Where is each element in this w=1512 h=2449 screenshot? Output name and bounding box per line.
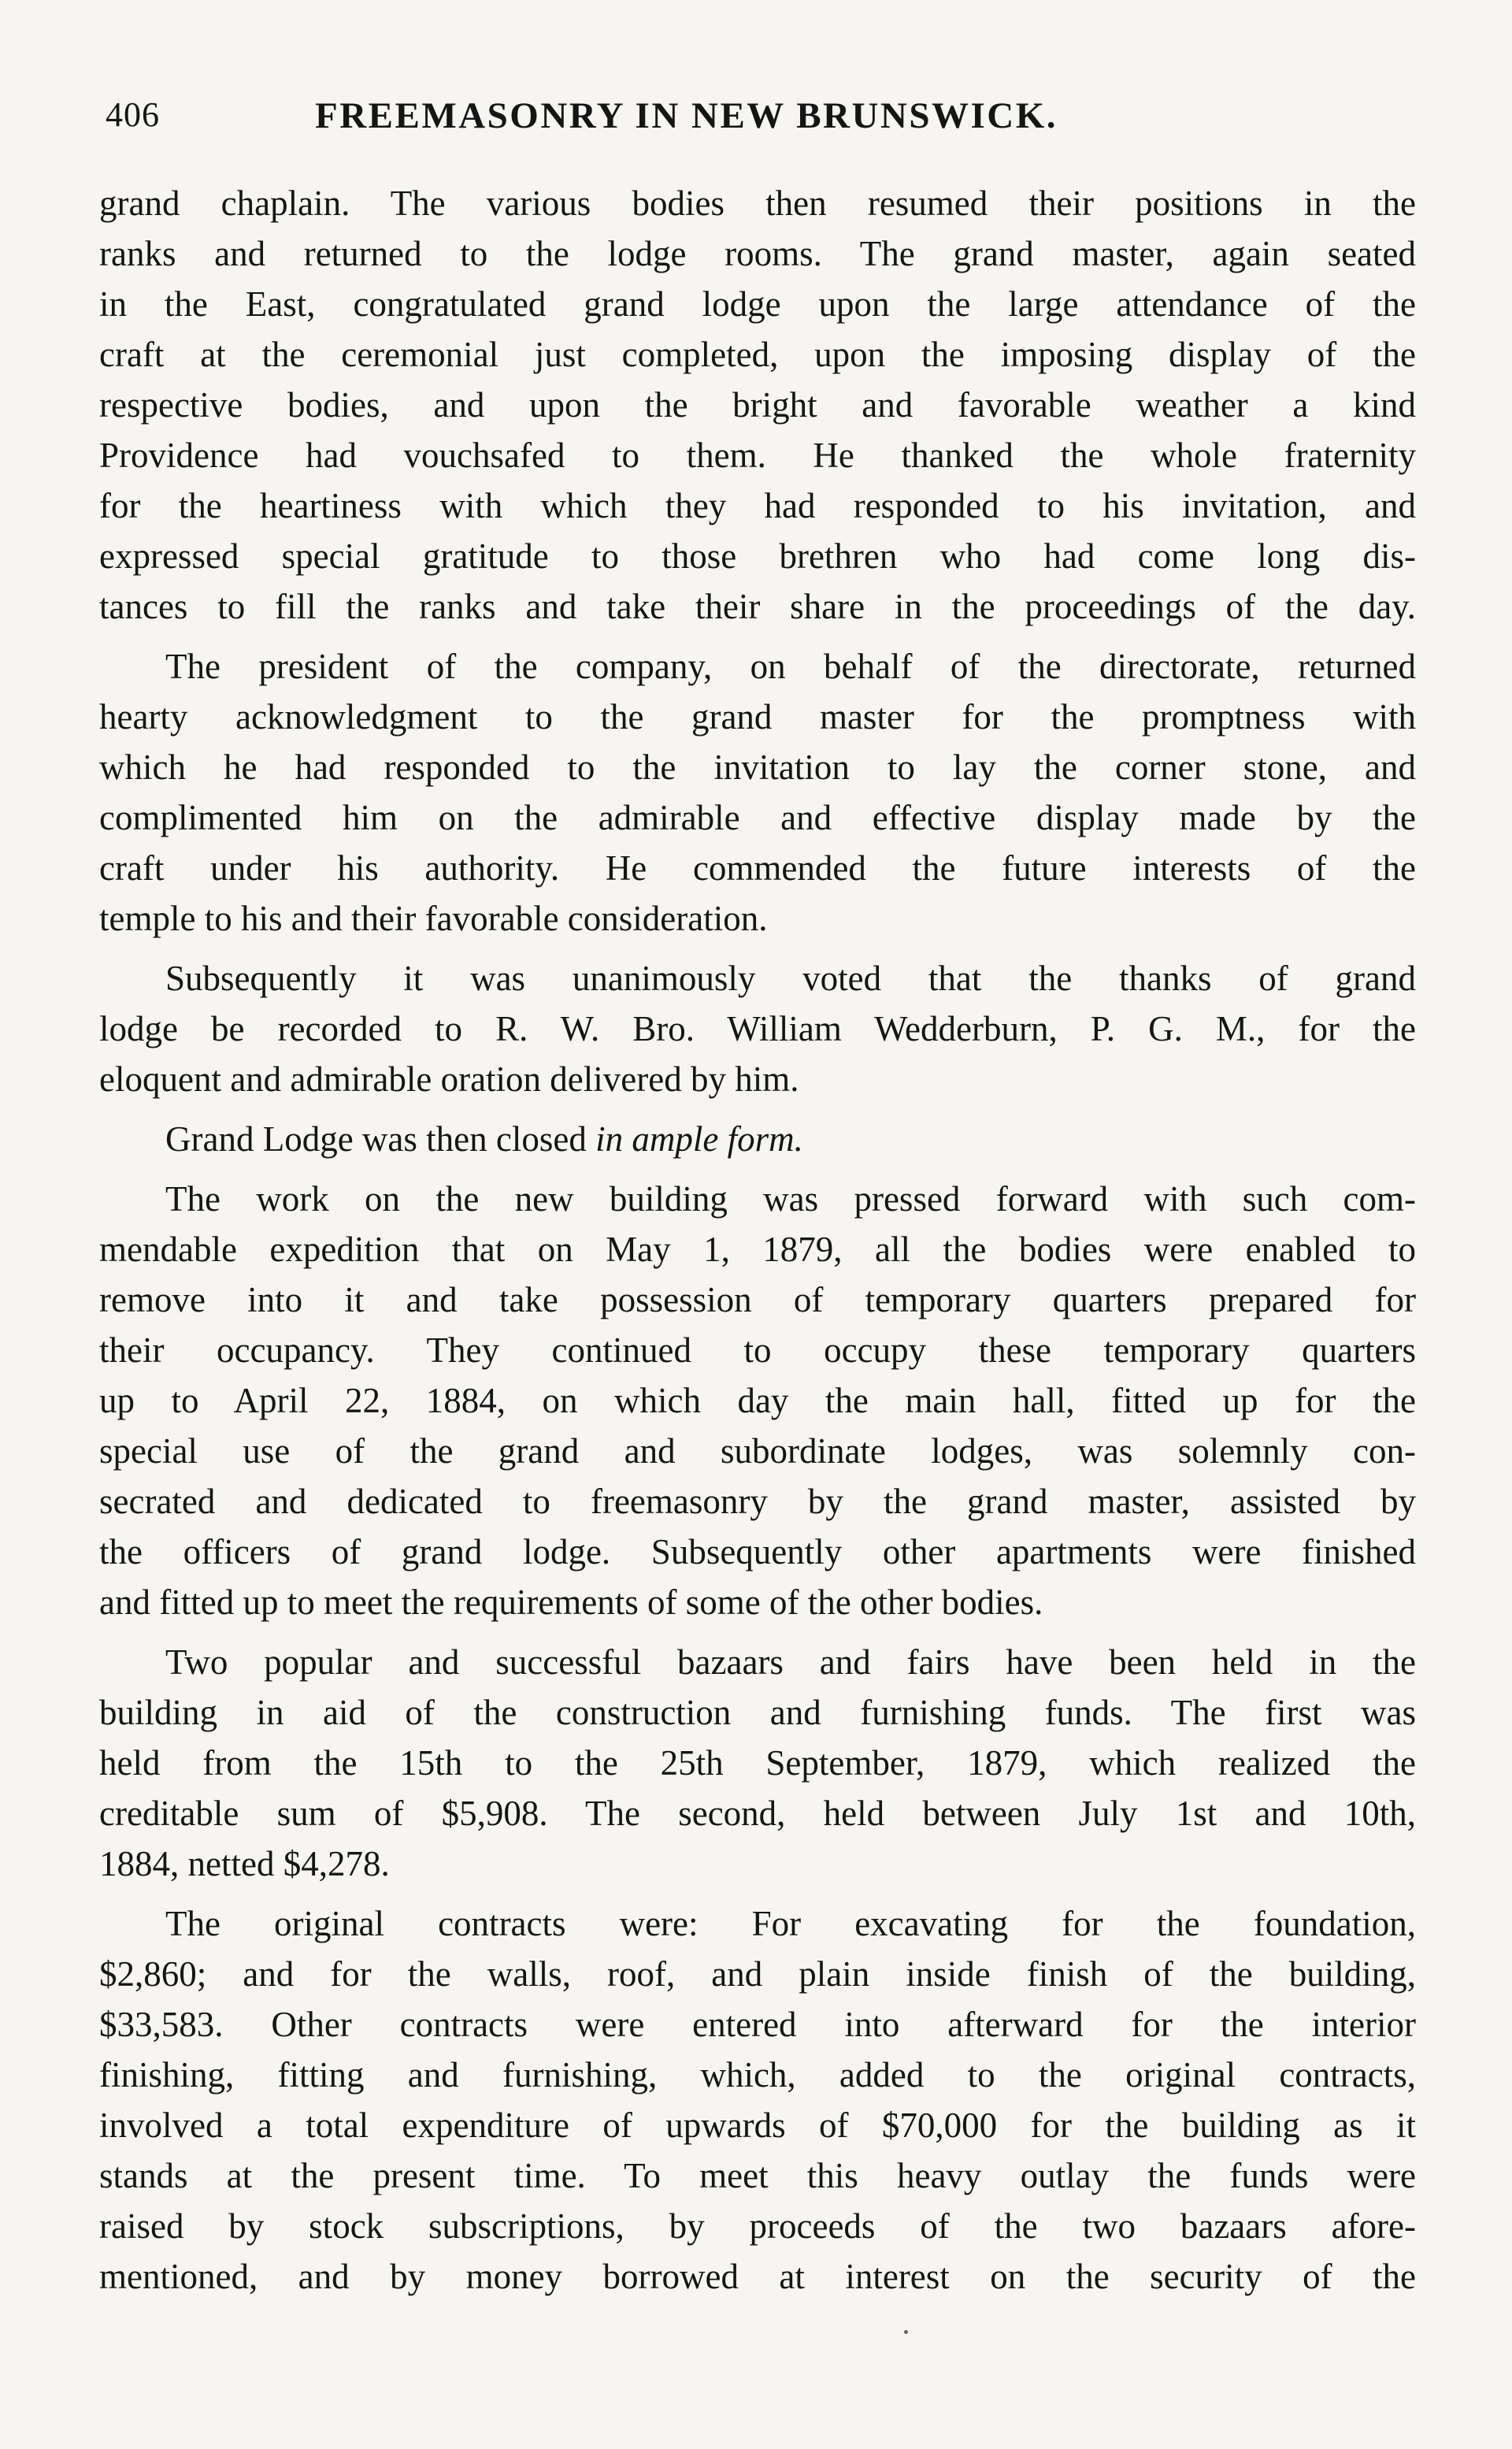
text-line: eloquent and admirable oration delivered by him. xyxy=(99,1059,799,1099)
paragraph xyxy=(99,1114,1416,1164)
text-line: $33,583. Other contracts were entered into afterward for the interior xyxy=(99,2005,1416,2044)
text-line: craft at the ceremonial just completed, upon the imposing display of the xyxy=(99,335,1416,374)
text-line: their occupancy. They continued to occupy these temporary quarters xyxy=(99,1330,1416,1370)
text-line: 1884, netted $4,278. xyxy=(99,1844,390,1883)
paragraph xyxy=(99,1637,1416,1889)
text-line: tances to fill the ranks and take their share in the proceedings of the day. xyxy=(99,587,1416,626)
paper-speck xyxy=(904,2330,908,2334)
text-line: Providence had vouchsafed to them. He thanked the whole fraternity xyxy=(99,436,1416,475)
text-line xyxy=(99,1114,1416,1164)
paragraph xyxy=(99,1174,1416,1627)
text-line: the officers of grand lodge. Subsequently other apartments were finished xyxy=(99,1532,1416,1571)
text-line: involved a total expenditure of upwards of $70,000 for the building as it xyxy=(99,2106,1416,2145)
text-line: $2,860; and for the walls, roof, and plain inside finish of the building, xyxy=(99,1954,1416,1994)
text-line: finishing, fitting and furnishing, which, added to the original contracts, xyxy=(99,2055,1416,2095)
text-line: raised by stock subscriptions, by proceeds of the two bazaars afore- xyxy=(99,2206,1416,2246)
text-line: The original contracts were: For excavating for the foundation, xyxy=(165,1904,1416,1943)
text-line: remove into it and take possession of temporary quarters prepared for xyxy=(99,1280,1416,1319)
text-line: stands at the present time. To meet this heavy outlay the funds were xyxy=(99,2156,1416,2195)
text-line: which he had responded to the invitation to lay the corner stone, and xyxy=(99,748,1416,787)
text-line: expressed special gratitude to those brethren who had come long dis- xyxy=(99,536,1416,576)
paragraph xyxy=(99,178,1416,632)
text-line: grand chaplain. The various bodies then resumed their positions in the xyxy=(99,184,1416,223)
text-line: complimented him on the admirable and effective display made by the xyxy=(99,798,1416,837)
paragraph xyxy=(99,953,1416,1104)
text-line: temple to his and their favorable consideration. xyxy=(99,899,768,938)
text-line: creditable sum of $5,908. The second, held between July 1st and 10th, xyxy=(99,1794,1416,1833)
running-title: FREEMASONRY IN NEW BRUNSWICK. xyxy=(315,95,1058,136)
text-line: respective bodies, and upon the bright and favorable weather a kind xyxy=(99,385,1416,425)
text-line: mendable expedition that on May 1, 1879, all the bodies were enabled to xyxy=(99,1230,1416,1269)
text-line: hearty acknowledgment to the grand master for the promptness with xyxy=(99,697,1416,737)
text-line: for the heartiness with which they had responded to his invitation, and xyxy=(99,486,1416,525)
text-line: Subsequently it was unanimously voted that the thanks of grand xyxy=(165,959,1416,998)
text-line: craft under his authority. He commended the future interests of the xyxy=(99,848,1416,888)
text-line: held from the 15th to the 25th September, 1879, which realized the xyxy=(99,1743,1416,1783)
page-header xyxy=(106,88,1429,151)
text-line: The work on the new building was pressed forward with such com- xyxy=(165,1179,1416,1219)
paragraph xyxy=(99,1898,1416,2302)
text-line: mentioned, and by money borrowed at interest on the security of the xyxy=(99,2257,1416,2296)
text-line: secrated and dedicated to freemasonry by the grand master, assisted by xyxy=(99,1482,1416,1521)
text-line: special use of the grand and subordinate lodges, was solemnly con- xyxy=(99,1431,1416,1471)
text-line: lodge be recorded to R. W. Bro. William Wedderburn, P. G. M., for the xyxy=(99,1009,1416,1048)
paragraph xyxy=(99,641,1416,944)
text-line: and fitted up to meet the requirements of some of the other bodies. xyxy=(99,1583,1043,1622)
text-line: The president of the company, on behalf of the directorate, returned xyxy=(165,647,1416,686)
body-text xyxy=(99,178,1416,2302)
text-line: Two popular and successful bazaars and fairs have been held in the xyxy=(165,1642,1416,1682)
page-number: 406 xyxy=(106,95,160,134)
text-line: up to April 22, 1884, on which day the main hall, fitted up for the xyxy=(99,1381,1416,1420)
line-text: Grand Lodge was then closed xyxy=(165,1119,596,1159)
text-line: building in aid of the construction and furnishing funds. The first was xyxy=(99,1693,1416,1732)
text-line: ranks and returned to the lodge rooms. The grand master, again seated xyxy=(99,234,1416,273)
text-line: in the East, congratulated grand lodge upon the large attendance of the xyxy=(99,284,1416,324)
italic-phrase: in ample form. xyxy=(595,1119,803,1159)
